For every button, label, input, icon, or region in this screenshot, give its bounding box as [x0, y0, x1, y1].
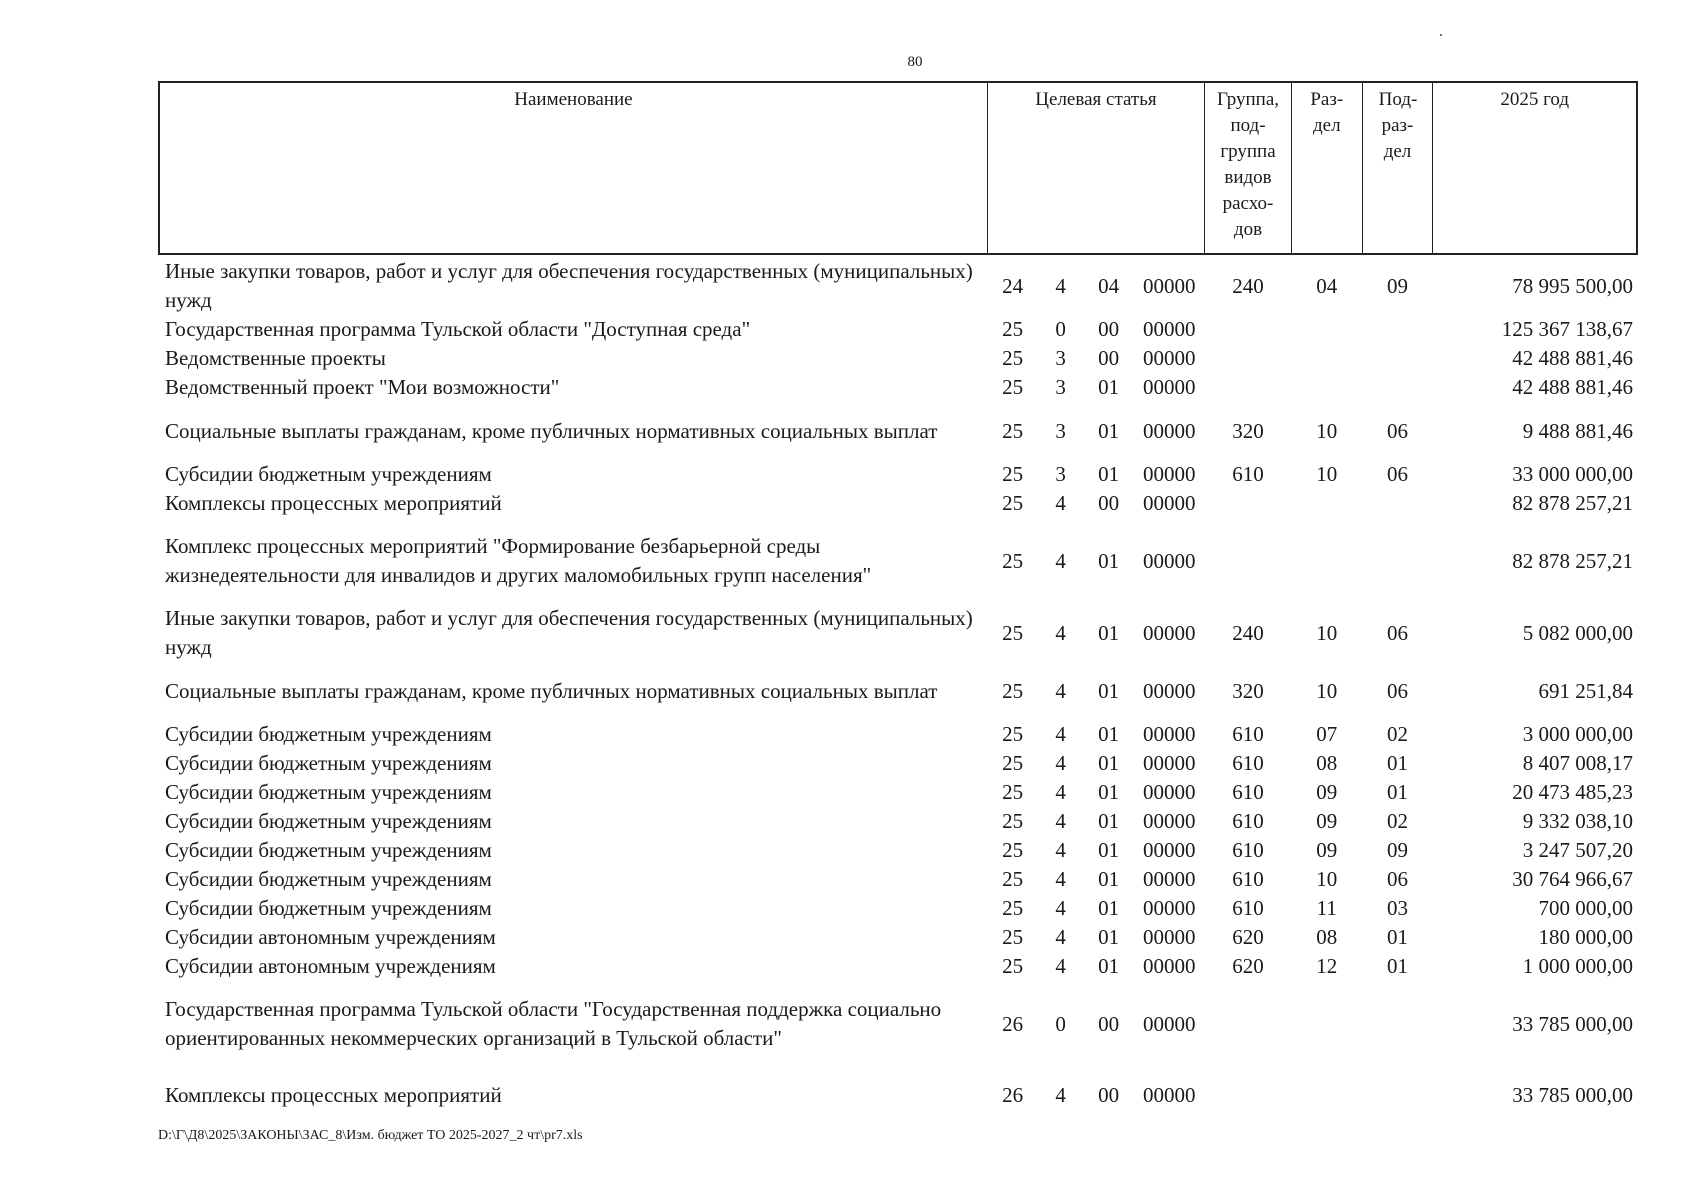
row-section	[1291, 373, 1362, 402]
table-row	[159, 662, 1637, 720]
row-target-article-program: 25	[1002, 620, 1024, 645]
row-name: Субсидии бюджетным учреждениям	[165, 780, 492, 804]
table-body	[159, 254, 1637, 1124]
row-target-article-program: 25	[1002, 954, 1024, 978]
row-expense-group: 240	[1232, 273, 1264, 298]
row-target-article-subprogram: 00	[1098, 1011, 1120, 1036]
row-target-article-type: 3	[1055, 462, 1066, 486]
row-target-article-direction: 00000	[1142, 1083, 1196, 1107]
row-subsection: 09	[1386, 273, 1408, 298]
row-target-article-program: 26	[1002, 1011, 1024, 1036]
row-expense-group	[1205, 489, 1292, 518]
row-amount-2025: 42 488 881,46	[1512, 375, 1633, 399]
row-section: 10	[1316, 867, 1338, 891]
row-target-article-program: 25	[1002, 346, 1024, 370]
row-name: Ведомственные проекты	[165, 346, 386, 370]
row-target-article-direction: 00000	[1142, 780, 1196, 804]
table-row	[159, 865, 1637, 894]
row-section: 09	[1316, 809, 1338, 833]
row-target-article-type: 4	[1055, 954, 1066, 978]
row-section	[1291, 489, 1362, 518]
row-expense-group: 320	[1232, 418, 1264, 443]
row-target-article-direction: 00000	[1142, 867, 1196, 891]
row-target-article-program: 24	[1002, 273, 1024, 298]
row-target-article-subprogram: 01	[1098, 954, 1120, 978]
row-subsection: 02	[1386, 722, 1408, 746]
row-subsection: 01	[1386, 751, 1408, 775]
row-target-article-subprogram: 01	[1098, 375, 1120, 399]
table-row	[159, 315, 1637, 344]
row-expense-group: 610	[1232, 809, 1264, 833]
row-target-article-type: 3	[1055, 418, 1066, 443]
row-name: Социальные выплаты гражданам, кроме публичных нормативных социальных выплат	[165, 678, 938, 703]
row-target-article-program: 25	[1002, 462, 1024, 486]
row-amount-2025: 42 488 881,46	[1512, 346, 1633, 370]
row-section	[1291, 518, 1362, 604]
table-row	[159, 807, 1637, 836]
row-target-article-direction: 00000	[1142, 491, 1196, 515]
row-subsection: 06	[1386, 418, 1408, 443]
row-name: Социальные выплаты гражданам, кроме публичных нормативных социальных выплат	[165, 418, 938, 443]
row-expense-group	[1205, 315, 1292, 344]
row-target-article-direction: 00000	[1142, 838, 1196, 862]
row-expense-group: 610	[1232, 896, 1264, 920]
row-section: 11	[1316, 896, 1337, 920]
row-target-article-type: 4	[1055, 491, 1066, 515]
table-row	[159, 489, 1637, 518]
row-amount-2025: 3 247 507,20	[1522, 838, 1633, 862]
row-subsection	[1362, 981, 1433, 1067]
row-subsection: 06	[1386, 620, 1408, 645]
table-row	[159, 373, 1637, 402]
row-target-article-subprogram: 01	[1098, 722, 1120, 746]
row-target-article-program: 26	[1002, 1083, 1024, 1107]
row-target-article-type: 4	[1055, 273, 1066, 298]
table-row	[159, 894, 1637, 923]
table-row	[159, 1067, 1637, 1124]
row-subsection: 03	[1386, 896, 1408, 920]
row-expense-group: 620	[1232, 925, 1264, 949]
row-amount-2025: 180 000,00	[1538, 925, 1633, 949]
row-target-article-direction: 00000	[1142, 273, 1196, 298]
row-target-article-program: 25	[1002, 317, 1024, 341]
header-section	[1291, 82, 1362, 254]
row-name: Субсидии бюджетным учреждениям	[165, 751, 492, 775]
row-section: 10	[1316, 462, 1338, 486]
row-section	[1291, 344, 1362, 373]
table-row	[159, 402, 1637, 460]
row-target-article-subprogram: 01	[1098, 896, 1120, 920]
row-amount-2025: 82 878 257,21	[1512, 548, 1633, 573]
row-target-article-program: 25	[1002, 925, 1024, 949]
table-row	[159, 518, 1637, 604]
row-target-article-program: 25	[1002, 548, 1024, 573]
row-subsection	[1362, 373, 1433, 402]
row-target-article-direction: 00000	[1142, 620, 1196, 645]
table-row	[159, 981, 1637, 1067]
row-target-article-program: 25	[1002, 809, 1024, 833]
row-name: Комплексы процессных мероприятий	[165, 491, 502, 515]
header-subsection-text: Под-раз-дел	[1378, 89, 1418, 162]
row-target-article-subprogram: 01	[1098, 620, 1120, 645]
row-name: Субсидии автономным учреждениям	[165, 925, 496, 949]
row-target-article-type: 4	[1055, 838, 1066, 862]
row-target-article-subprogram: 01	[1098, 838, 1120, 862]
row-target-article-type: 4	[1055, 548, 1066, 573]
row-name: Субсидии бюджетным учреждениям	[165, 867, 492, 891]
row-target-article-direction: 00000	[1142, 751, 1196, 775]
row-target-article-direction: 00000	[1142, 954, 1196, 978]
row-subsection: 06	[1386, 678, 1408, 703]
header-section-text: Раз-дел	[1310, 89, 1344, 136]
row-target-article-type: 4	[1055, 722, 1066, 746]
row-section	[1291, 315, 1362, 344]
header-subsection	[1362, 82, 1433, 254]
row-expense-group	[1205, 518, 1292, 604]
row-target-article-subprogram: 00	[1098, 346, 1120, 370]
row-amount-2025: 5 082 000,00	[1522, 620, 1633, 645]
row-target-article-direction: 00000	[1142, 375, 1196, 399]
row-amount-2025: 33 785 000,00	[1512, 1011, 1633, 1036]
row-expense-group	[1205, 981, 1292, 1067]
row-section: 07	[1316, 722, 1338, 746]
row-target-article-type: 4	[1055, 1083, 1066, 1107]
row-target-article-program: 25	[1002, 896, 1024, 920]
row-name: Государственная программа Тульской области "Доступная среда"	[165, 317, 751, 341]
row-expense-group: 610	[1232, 722, 1264, 746]
row-target-article-type: 4	[1055, 867, 1066, 891]
row-section: 10	[1316, 678, 1338, 703]
row-name: Комплекс процессных мероприятий "Формирование безбарьерной среды жизнедеятельности для инвалидов и других маломобильных групп населения"	[165, 534, 872, 587]
row-section: 09	[1316, 780, 1338, 804]
row-target-article-type: 4	[1055, 678, 1066, 703]
row-subsection	[1362, 344, 1433, 373]
row-target-article-subprogram: 01	[1098, 809, 1120, 833]
table-row	[159, 923, 1637, 952]
row-name: Иные закупки товаров, работ и услуг для обеспечения государственных (муниципальных) нужд	[165, 259, 973, 312]
row-amount-2025: 9 488 881,46	[1522, 418, 1633, 443]
row-target-article-program: 25	[1002, 678, 1024, 703]
row-target-article-subprogram: 00	[1098, 1083, 1120, 1107]
header-target-article: Целевая статья	[987, 82, 1204, 254]
row-target-article-subprogram: 01	[1098, 462, 1120, 486]
row-target-article-subprogram: 04	[1098, 273, 1120, 298]
row-expense-group	[1205, 344, 1292, 373]
row-name: Субсидии бюджетным учреждениям	[165, 809, 492, 833]
row-target-article-subprogram: 01	[1098, 678, 1120, 703]
row-target-article-program: 25	[1002, 491, 1024, 515]
row-name: Иные закупки товаров, работ и услуг для обеспечения государственных (муниципальных) нужд	[165, 606, 973, 659]
row-target-article-direction: 00000	[1142, 418, 1196, 443]
scan-speck	[1440, 34, 1442, 36]
row-section: 08	[1316, 925, 1338, 949]
row-section	[1291, 981, 1362, 1067]
row-target-article-program: 25	[1002, 751, 1024, 775]
row-target-article-type: 0	[1055, 1011, 1066, 1036]
row-target-article-subprogram: 01	[1098, 780, 1120, 804]
row-section: 12	[1316, 954, 1338, 978]
row-subsection	[1362, 518, 1433, 604]
row-amount-2025: 82 878 257,21	[1512, 491, 1633, 515]
row-name: Субсидии автономным учреждениям	[165, 954, 496, 978]
row-amount-2025: 33 000 000,00	[1512, 462, 1633, 486]
row-name: Субсидии бюджетным учреждениям	[165, 462, 492, 486]
row-target-article-direction: 00000	[1142, 548, 1196, 573]
row-amount-2025: 125 367 138,67	[1501, 317, 1633, 341]
row-target-article-type: 0	[1055, 317, 1066, 341]
row-expense-group: 610	[1232, 867, 1264, 891]
row-target-article-program: 25	[1002, 867, 1024, 891]
row-amount-2025: 1 000 000,00	[1522, 954, 1633, 978]
row-amount-2025: 9 332 038,10	[1522, 809, 1633, 833]
table-header	[159, 82, 1637, 254]
row-target-article-subprogram: 00	[1098, 317, 1120, 341]
table-row	[159, 836, 1637, 865]
table-row	[159, 254, 1637, 315]
row-target-article-direction: 00000	[1142, 896, 1196, 920]
header-group	[1205, 82, 1292, 254]
row-amount-2025: 33 785 000,00	[1512, 1083, 1633, 1107]
row-amount-2025: 3 000 000,00	[1522, 722, 1633, 746]
row-expense-group: 610	[1232, 780, 1264, 804]
row-target-article-direction: 00000	[1142, 317, 1196, 341]
row-amount-2025: 700 000,00	[1538, 896, 1633, 920]
row-expense-group: 610	[1232, 751, 1264, 775]
row-target-article-direction: 00000	[1142, 346, 1196, 370]
row-name: Субсидии бюджетным учреждениям	[165, 838, 492, 862]
table-row	[159, 952, 1637, 981]
row-amount-2025: 78 995 500,00	[1512, 273, 1633, 298]
row-target-article-direction: 00000	[1142, 722, 1196, 746]
row-target-article-type: 3	[1055, 346, 1066, 370]
row-section: 04	[1316, 273, 1338, 298]
row-section: 10	[1316, 620, 1338, 645]
row-target-article-direction: 00000	[1142, 678, 1196, 703]
table-row	[159, 778, 1637, 807]
row-name: Субсидии бюджетным учреждениям	[165, 896, 492, 920]
row-target-article-program: 25	[1002, 722, 1024, 746]
row-target-article-type: 4	[1055, 896, 1066, 920]
row-expense-group: 320	[1232, 678, 1264, 703]
row-section: 09	[1316, 838, 1338, 862]
row-target-article-type: 4	[1055, 780, 1066, 804]
row-subsection: 09	[1386, 838, 1408, 862]
row-section	[1291, 1067, 1362, 1124]
row-target-article-subprogram: 01	[1098, 418, 1120, 443]
row-name: Ведомственный проект "Мои возможности"	[165, 375, 560, 399]
row-target-article-direction: 00000	[1142, 809, 1196, 833]
row-target-article-program: 25	[1002, 418, 1024, 443]
row-target-article-direction: 00000	[1142, 1011, 1196, 1036]
header-name: Наименование	[159, 82, 987, 254]
row-expense-group	[1205, 1067, 1292, 1124]
row-expense-group: 610	[1232, 838, 1264, 862]
row-name: Субсидии бюджетным учреждениям	[165, 722, 492, 746]
row-subsection	[1362, 489, 1433, 518]
row-subsection: 06	[1386, 867, 1408, 891]
row-amount-2025: 691 251,84	[1538, 678, 1633, 703]
row-subsection	[1362, 1067, 1433, 1124]
row-target-article-direction: 00000	[1142, 925, 1196, 949]
row-target-article-subprogram: 01	[1098, 867, 1120, 891]
budget-table	[158, 81, 1638, 1124]
row-expense-group: 610	[1232, 462, 1264, 486]
row-amount-2025: 30 764 966,67	[1512, 867, 1633, 891]
footer-file-path: D:\Г\Д8\2025\ЗАКОНЫ\ЗАС_8\Изм. бюджет ТО 2025-2027_2 чт\pr7.xls	[158, 1128, 583, 1143]
row-expense-group	[1205, 373, 1292, 402]
row-target-article-subprogram: 00	[1098, 491, 1120, 515]
page-number: 80	[907, 54, 923, 70]
row-target-article-type: 4	[1055, 620, 1066, 645]
row-target-article-program: 25	[1002, 780, 1024, 804]
row-target-article-program: 25	[1002, 375, 1024, 399]
row-target-article-type: 4	[1055, 751, 1066, 775]
row-target-article-program: 25	[1002, 838, 1024, 862]
row-amount-2025: 8 407 008,17	[1522, 751, 1633, 775]
row-subsection: 01	[1386, 925, 1408, 949]
row-section: 08	[1316, 751, 1338, 775]
table-row	[159, 344, 1637, 373]
row-section: 10	[1316, 418, 1338, 443]
table-row	[159, 749, 1637, 778]
row-target-article-subprogram: 01	[1098, 548, 1120, 573]
row-target-article-type: 3	[1055, 375, 1066, 399]
row-name: Государственная программа Тульской области "Государственная поддержка социально ориентированных некоммерческих организаций в Тульской области"	[165, 997, 942, 1050]
header-group-text: Группа, под-группа видов расхо-дов	[1216, 89, 1280, 240]
row-target-article-subprogram: 01	[1098, 751, 1120, 775]
row-expense-group: 240	[1232, 620, 1264, 645]
row-amount-2025: 20 473 485,23	[1512, 780, 1633, 804]
row-target-article-direction: 00000	[1142, 462, 1196, 486]
row-target-article-type: 4	[1055, 809, 1066, 833]
row-subsection: 01	[1386, 780, 1408, 804]
row-subsection: 01	[1386, 954, 1408, 978]
header-year: 2025 год	[1433, 82, 1637, 254]
row-name: Комплексы процессных мероприятий	[165, 1083, 502, 1107]
row-expense-group: 620	[1232, 954, 1264, 978]
table-row	[159, 604, 1637, 662]
table-row	[159, 460, 1637, 489]
row-target-article-subprogram: 01	[1098, 925, 1120, 949]
row-target-article-type: 4	[1055, 925, 1066, 949]
row-subsection: 06	[1386, 462, 1408, 486]
table-row	[159, 720, 1637, 749]
row-subsection	[1362, 315, 1433, 344]
row-subsection: 02	[1386, 809, 1408, 833]
